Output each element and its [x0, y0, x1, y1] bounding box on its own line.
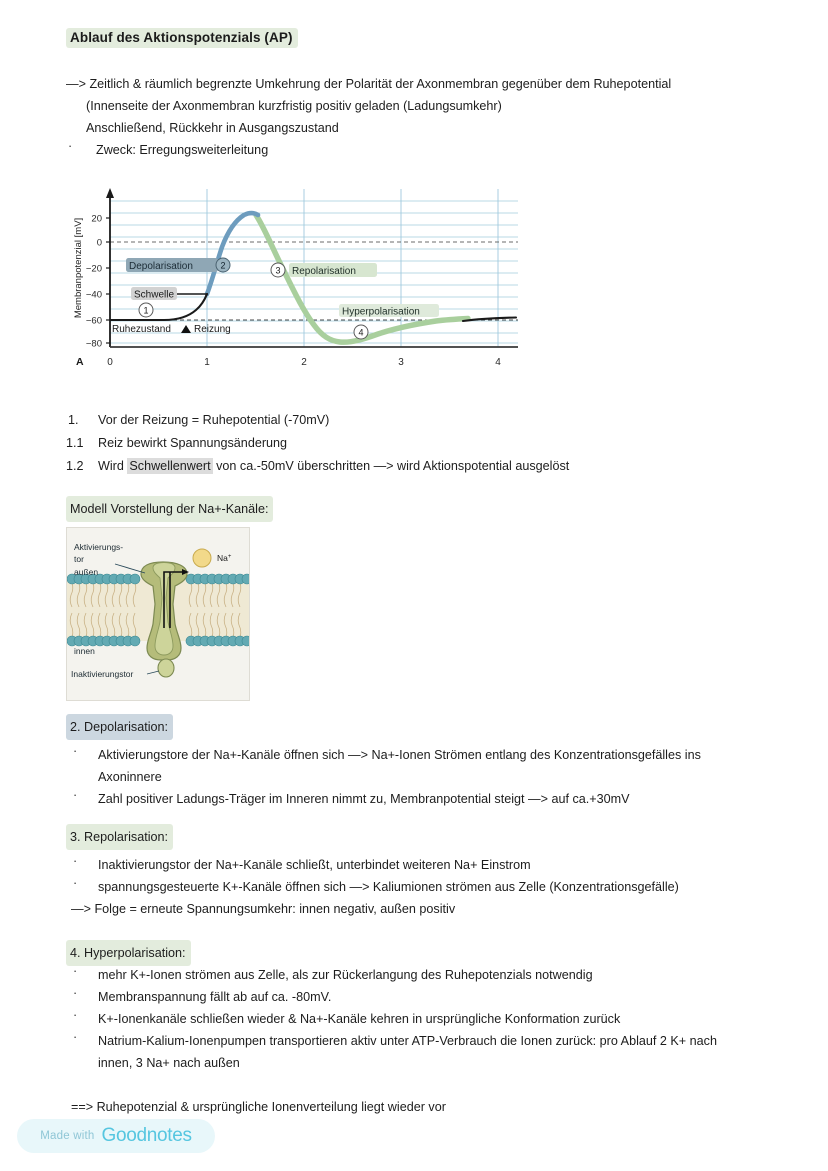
page-title: Ablauf des Aktionspotenzials (AP)	[66, 28, 298, 48]
aussen-label: außen	[74, 567, 99, 577]
section-4-bullet-marker: ·	[73, 986, 78, 1000]
item-1-1-text: Reiz bewirkt Spannungsänderung	[98, 436, 288, 450]
aktivierungstor-label-line1: Aktivierungs-	[74, 542, 124, 552]
item-1-2-number: 1.2	[66, 459, 84, 473]
section-4-item-2: Membranspannung fällt ab auf ca. -80mV.	[98, 990, 332, 1004]
y-tick-label: −60	[85, 315, 102, 327]
inaktivierungstor-label: Inaktivierungstor	[71, 669, 134, 679]
y-tick-label: 20	[91, 213, 102, 225]
section-2-item-1-cont: Axoninnere	[98, 770, 162, 784]
bullet-marker: ·	[68, 139, 73, 153]
item-1-text: Vor der Reizung = Ruhepotential (-70mV)	[98, 413, 330, 427]
section-3-item-2: spannungsgesteuerte K+-Kanäle öffnen sich —> Kaliumionen strömen aus Zelle (Konzentrationsgefälle)	[98, 880, 679, 894]
section-3-heading: 3. Repolarisation:	[66, 824, 173, 850]
membrane-svg	[67, 528, 249, 700]
item-1-2-pre: Wird	[98, 459, 128, 473]
marker-2-number: 2	[220, 260, 226, 271]
panel-label: A	[76, 356, 84, 368]
sodium-ion-label: Na+	[217, 553, 232, 563]
section-4-item-1: mehr K+-Ionen strömen aus Zelle, als zur Rückerlangung des Ruhepotenzials notwendig	[98, 968, 593, 982]
sodium-ion-circle	[193, 549, 211, 567]
y-axis-title: Membranpotenzial [mV]	[73, 217, 84, 319]
ruhezustand-label: Ruhezustand	[112, 324, 171, 335]
hyperpolarisation-label: Hyperpolarisation	[342, 306, 420, 318]
y-tick-label: −40	[85, 289, 102, 301]
section-4-bullet-marker: ·	[73, 1030, 78, 1044]
section-2-item-2: Zahl positiver Ladungs-Träger im Inneren nimmt zu, Membranpotential steigt —> auf ca.+30mV	[98, 792, 630, 806]
schwellenwert-highlight: Schwellenwert	[129, 459, 211, 473]
intro-line-3: Anschließend, Rückkehr in Ausgangszustand	[86, 121, 339, 135]
model-heading: Modell Vorstellung der Na+-Kanäle:	[66, 496, 273, 522]
marker-4-number: 4	[358, 327, 364, 338]
section-2-heading: 2. Depolarisation:	[66, 714, 173, 740]
section-4-item-3: K+-Ionenkanäle schließen wieder & Na+-Kanäle kehren in ursprüngliche Konformation zurück	[98, 1012, 621, 1026]
x-tick-label: 1	[204, 357, 210, 368]
action-potential-chart	[68, 185, 520, 371]
y-tick-label: 0	[96, 237, 102, 249]
section-4-bullet-marker: ·	[73, 964, 78, 978]
section-2-bullet-marker: ·	[73, 788, 78, 802]
section-3-item-1: Inaktivierungstor der Na+-Kanäle schließt, unterbindet weiteren Na+ Einstrom	[98, 858, 531, 872]
section-4-item-4-cont: innen, 3 Na+ nach außen	[98, 1056, 240, 1070]
y-tick-label: −20	[85, 263, 102, 275]
innen-label: innen	[74, 646, 95, 656]
goodnotes-watermark	[17, 1119, 215, 1153]
x-tick-label: 3	[398, 357, 404, 368]
schwelle-label: Schwelle	[134, 289, 175, 301]
item-1-2-text	[98, 455, 569, 477]
section-2-item-1: Aktivierungstore der Na+-Kanäle öffnen sich —> Na+-Ionen Strömen entlang des Konzentrationsgefälles ins	[98, 748, 701, 762]
final-conclusion: ==> Ruhepotenzial & ursprüngliche Ionenverteilung liegt wieder vor	[71, 1100, 446, 1114]
goodnotes-brand-label: Goodnotes	[101, 1125, 192, 1146]
section-4-item-4: Natrium-Kalium-Ionenpumpen transportieren aktiv unter ATP-Verbrauch die Ionen zurück: pro Ablauf 2 K+ nach	[98, 1034, 717, 1048]
chart-svg	[68, 185, 520, 371]
section-3-conclusion: —> Folge = erneute Spannungsumkehr: innen negativ, außen positiv	[71, 902, 456, 916]
x-tick-label: 2	[301, 357, 307, 368]
intro-bullet-1: Zweck: Erregungsweiterleitung	[96, 143, 269, 157]
x-tick-label: 4	[495, 357, 501, 368]
marker-3-number: 3	[275, 265, 281, 276]
made-with-label: Made with	[40, 1130, 95, 1142]
y-tick-label: −80	[85, 338, 102, 350]
x-tick-label: 0	[107, 357, 113, 368]
marker-1-number: 1	[143, 305, 149, 316]
depolarisation-label: Depolarisation	[129, 261, 193, 272]
item-1-2-post: von ca.-50mV überschritten —> wird Aktionspotential ausgelöst	[212, 459, 570, 473]
item-1-1-number: 1.1	[66, 436, 84, 450]
reizung-label: Reizung	[194, 324, 231, 335]
na-channel-diagram	[66, 527, 250, 701]
y-tick-labels	[86, 214, 102, 350]
intro-line-2: (Innenseite der Axonmembran kurzfristig positiv geladen (Ladungsumkehr)	[86, 99, 502, 113]
section-4-bullet-marker: ·	[73, 1008, 78, 1022]
intro-line-1: —> Zeitlich & räumlich begrenzte Umkehrung der Polarität der Axonmembran gegenüber dem Ruhepotential	[66, 77, 672, 91]
inactivation-gate-ball	[158, 659, 174, 677]
item-1-number: 1.	[68, 413, 79, 427]
section-3-bullet-marker: ·	[73, 876, 78, 890]
section-2-bullet-marker: ·	[73, 744, 78, 758]
aktivierungstor-label-line2: tor	[74, 554, 84, 564]
repolarisation-label: Repolarisation	[292, 266, 356, 277]
section-4-heading: 4. Hyperpolarisation:	[66, 940, 191, 966]
x-tick-labels	[107, 357, 501, 368]
section-3-bullet-marker: ·	[73, 854, 78, 868]
